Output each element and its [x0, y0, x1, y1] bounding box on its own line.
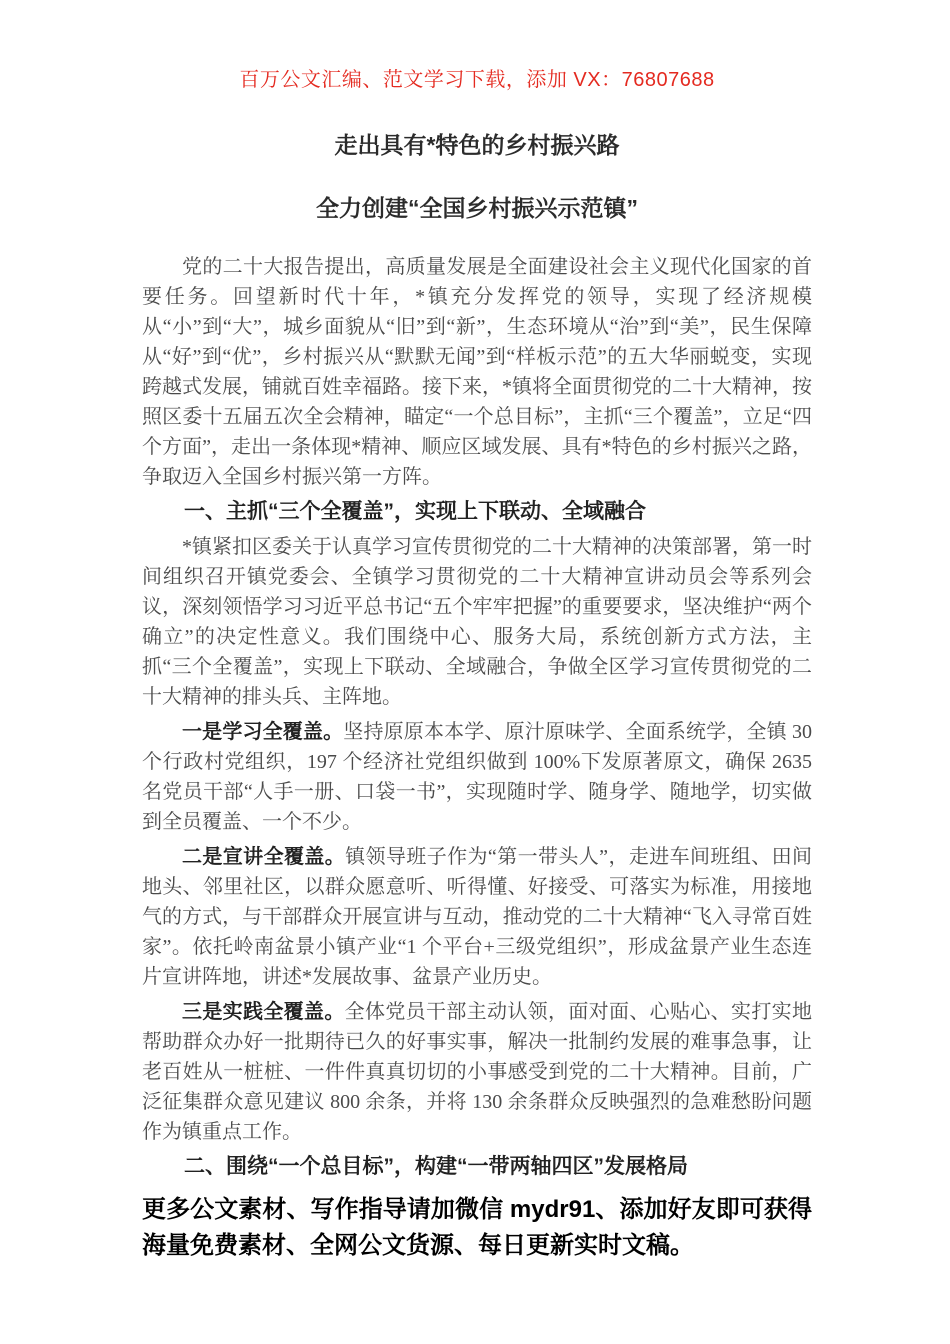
paragraph-point-3 — [142, 997, 812, 1147]
promo-header-text: 百万公文汇编、范文学习下载，添加 VX：76807688 — [239, 69, 715, 91]
paragraph-section1: *镇紧扣区委关于认真学习宣传贯彻党的二十大精神的决策部署，第一时间组织召开镇党委会、全镇学习贯彻党的二十大精神宣讲动员会等系列会议，深刻领悟学习习近平总书记“五个牢牢把握”的重要要求，坚决维护“两个确立”的决定性意义。我们围绕中心、服务大局，系统创新方式方法，主抓“三个全覆盖”，实现上下联动、全域融合，争做全区学习宣传贯彻党的二十大精神的排头兵、主阵地。 — [142, 536, 812, 708]
section-heading-2: 二、围绕“一个总目标”，构建“一带两轴四区”发展格局 — [184, 1155, 688, 1178]
point-1-text: 坚持原原本本学、原汁原味学、全面系统学，全镇 30 个行政村党组织，197 个经济社党组织做到 100%下发原著原文，确保 2635 名党员干部“人手一册、口袋一书”，实现随时学、随身学、随地学，切实做到全员覆盖、一个不少。 — [142, 721, 813, 833]
paragraph-point-2 — [142, 842, 812, 992]
paragraph-intro: 党的二十大报告提出，高质量发展是全面建设社会主义现代化国家的首要任务。回望新时代十年，*镇充分发挥党的领导，实现了经济规模从“小”到“大”，城乡面貌从“旧”到“新”，生态环境从“治”到“美”，民生保障从“好”到“优”，乡村振兴从“默默无闻”到“样板示范”的五大华丽蜕变，实现跨越式发展，铺就百姓幸福路。接下来，*镇将全面贯彻党的二十大精神，按照区委十五届五次全会精神，瞄定“一个总目标”，主抓“三个覆盖”，立足“四个方面”，走出一条体现*精神、顺应区域发展、具有*特色的乡村振兴之路，争取迈入全国乡村振兴第一方阵。 — [142, 256, 812, 488]
point-3-text: 全体党员干部主动认领，面对面、心贴心、实打实地帮助群众办好一批期待已久的好事实事，解决一批制约发展的难事急事，让老百姓从一桩桩、一件件真真切切的小事感受到党的二十大精神。目前，广泛征集群众意见建议 800 余条，并将 130 余条群众反映强烈的急难愁盼问题作为镇重点工作。 — [142, 1001, 813, 1143]
point-2-lead: 二是宣讲全覆盖。 — [182, 846, 346, 868]
document-body — [142, 252, 812, 1182]
paragraph-point-1 — [142, 717, 812, 837]
point-3-lead: 三是实践全覆盖。 — [182, 1001, 345, 1023]
point-1-lead: 一是学习全覆盖。 — [182, 721, 344, 743]
doc-subtitle: 全力创建“全国乡村振兴示范镇” — [316, 195, 638, 221]
section-heading-1: 一、主抓“三个全覆盖”，实现上下联动、全域融合 — [184, 500, 646, 523]
doc-title: 走出具有*特色的乡村振兴路 — [334, 132, 620, 158]
promo-footer-text: 更多公文素材、写作指导请加微信 mydr91、添加好友即可获得海量免费素材、全网公文货源、每日更新实时文稿。 — [142, 1196, 812, 1259]
point-2-text: 镇领导班子作为“第一带头人”，走进车间班组、田间地头、邻里社区，以群众愿意听、听得懂、好接受、可落实为标准，用接地气的方式，与干部群众开展宣讲与互动，推动党的二十大精神“飞入寻常百姓家”。依托岭南盆景小镇产业“1 个平台+三级党组织”，形成盆景产业生态连片宣讲阵地，讲述*发展故事、盆景产业历史。 — [142, 846, 813, 988]
